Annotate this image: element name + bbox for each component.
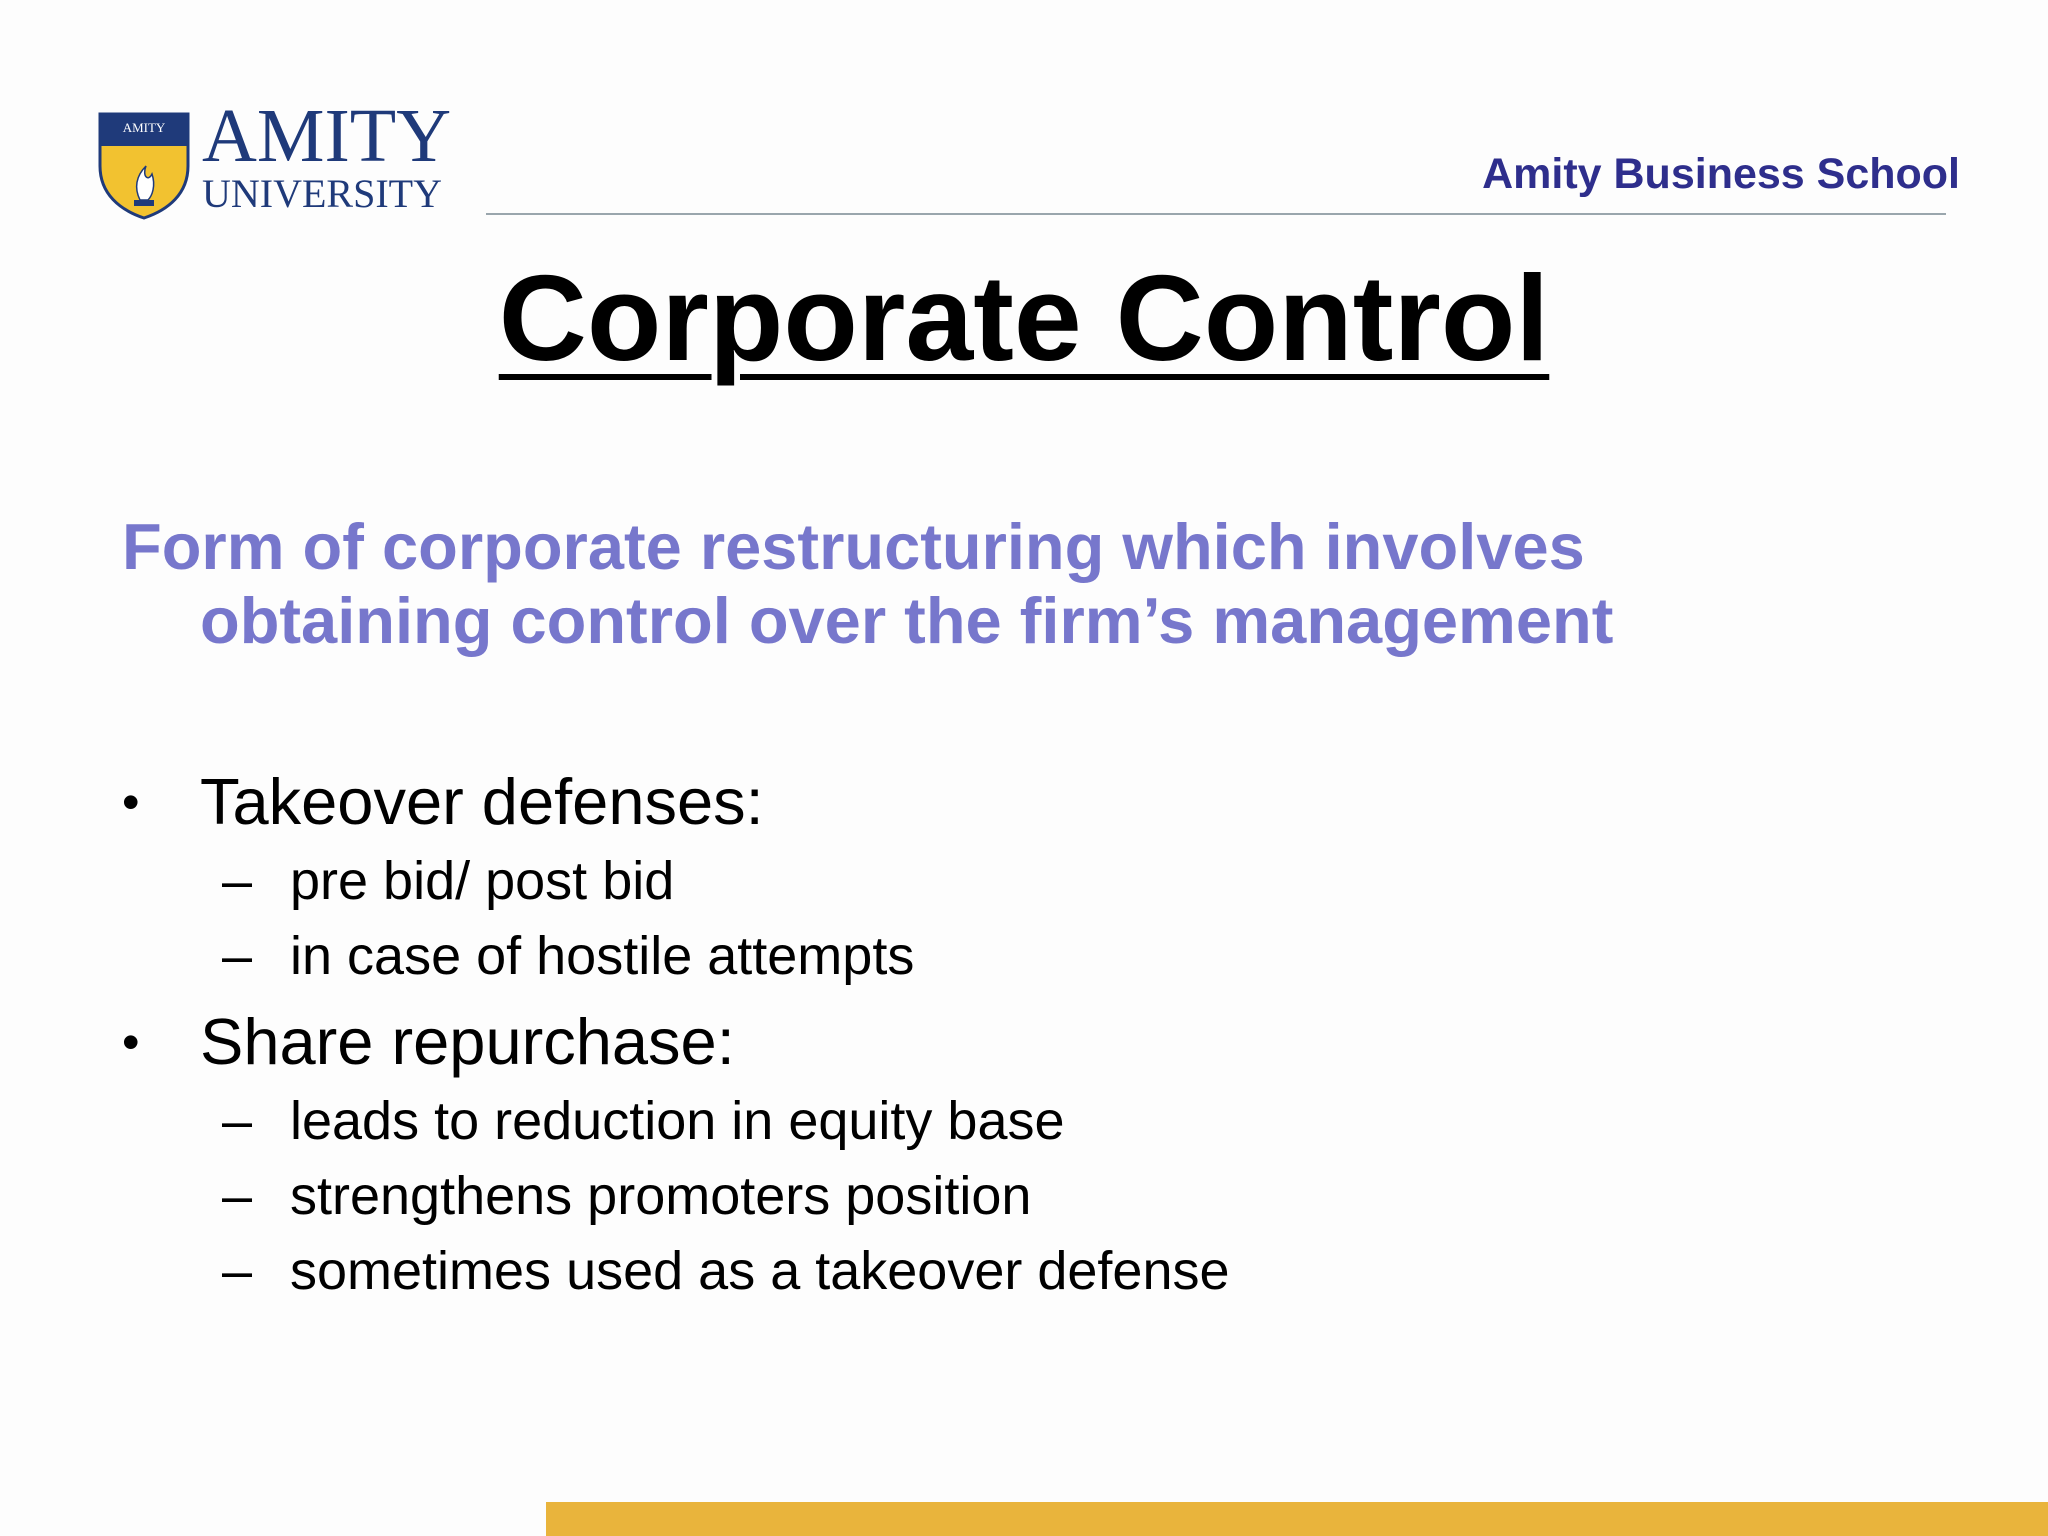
amity-university-logo	[96, 94, 456, 224]
slide-title: Corporate Control	[498, 250, 1550, 386]
sub-item	[122, 1159, 1822, 1234]
slide-subheading: Form of corporate restructuring which involves obtaining control over the firm’s management	[122, 510, 1614, 657]
sub-item-label: in case of hostile attempts	[290, 926, 915, 986]
dash-icon: –	[222, 1241, 253, 1301]
header-divider	[486, 213, 1946, 215]
sub-item	[122, 1084, 1822, 1159]
bullet-label: Share repurchase:	[200, 1005, 735, 1078]
bullet-item	[122, 760, 1822, 844]
sub-item-label: strengthens promoters position	[290, 1166, 1032, 1226]
dash-icon: –	[222, 851, 253, 911]
logo-wordmark: AMITY	[202, 94, 452, 178]
bullet-list	[122, 760, 1822, 1315]
sub-item-label: pre bid/ post bid	[290, 851, 675, 911]
footer-accent-bar	[546, 1502, 2048, 1536]
dash-icon: –	[222, 1166, 253, 1226]
sub-item	[122, 1234, 1822, 1309]
bullet-item	[122, 1000, 1822, 1084]
amity-shield-icon	[96, 108, 192, 220]
school-name: Amity Business School	[1482, 150, 1960, 198]
sub-list	[122, 1084, 1822, 1309]
sub-item-label: sometimes used as a takeover defense	[290, 1241, 1230, 1301]
bullet-icon: •	[122, 1014, 140, 1070]
bullet-label: Takeover defenses:	[200, 765, 764, 838]
bullet-icon: •	[122, 774, 140, 830]
shield-text: AMITY	[122, 120, 166, 135]
dash-icon: –	[222, 926, 253, 986]
sub-item	[122, 919, 1822, 994]
sub-item-label: leads to reduction in equity base	[290, 1091, 1065, 1151]
sub-item	[122, 844, 1822, 919]
dash-icon: –	[222, 1091, 253, 1151]
logo-subtitle: UNIVERSITY	[202, 171, 442, 216]
sub-list	[122, 844, 1822, 994]
